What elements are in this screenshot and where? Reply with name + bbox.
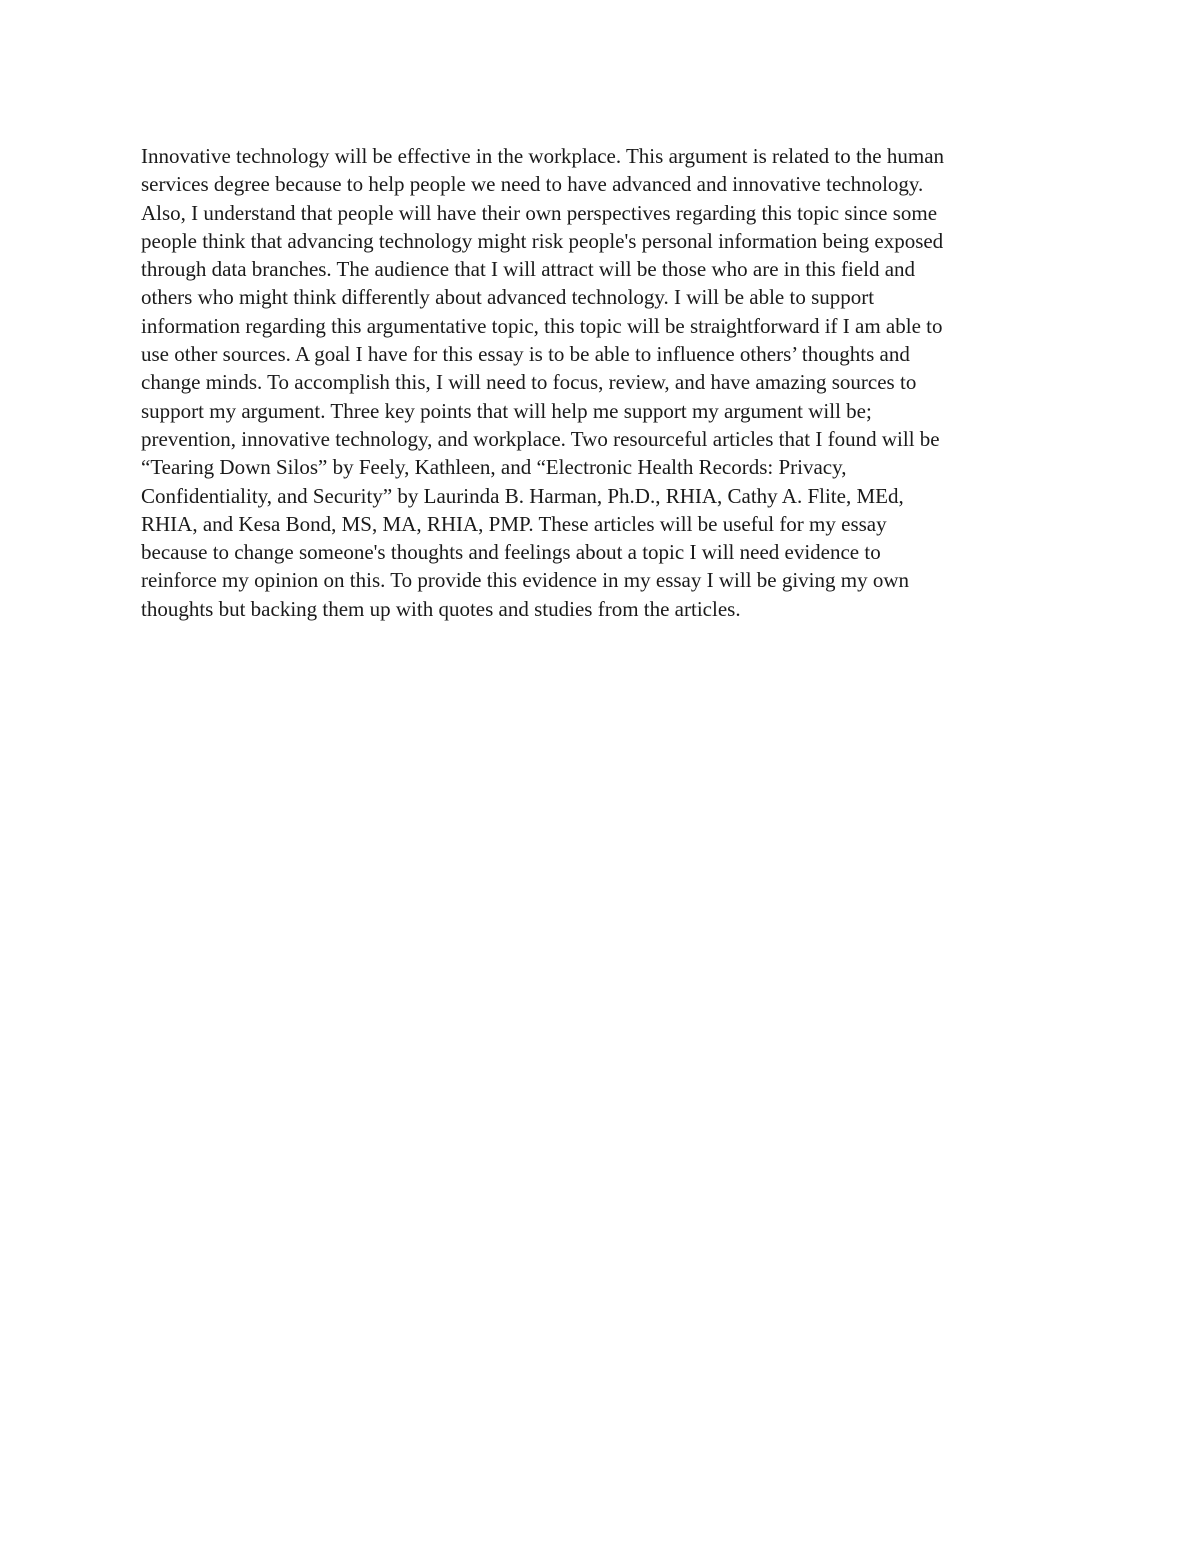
paragraph-line: services degree because to help people we need to have advanced and innovative technology. [141, 172, 924, 197]
paragraph-line: reinforce my opinion on this. To provide this evidence in my essay I will be giving my own [141, 568, 910, 593]
paragraph-line: people think that advancing technology might risk people's personal information being exposed [141, 228, 944, 253]
paragraph-line: Innovative technology will be effective in the workplace. This argument is related to the human [141, 144, 945, 168]
paragraph-line: because to change someone's thoughts and feelings about a topic I will need evidence to [141, 540, 881, 565]
paragraph-line: thoughts but backing them up with quotes and studies from the articles. [141, 596, 741, 621]
paragraph-line: support my argument. Three key points that will help me support my argument will be; [141, 398, 872, 423]
paragraph-line: change minds. To accomplish this, I will need to focus, review, and have amazing sources to [141, 370, 917, 395]
paragraph-line: Also, I understand that people will have their own perspectives regarding this topic since some [141, 200, 938, 225]
paragraph-line: others who might think differently about advanced technology. I will be able to support [141, 285, 875, 310]
paragraph-line: use other sources. A goal I have for this essay is to be able to influence others’ thoughts and [141, 342, 910, 367]
paragraph-line: RHIA, and Kesa Bond, MS, MA, RHIA, PMP. These articles will be useful for my essay [141, 511, 887, 536]
paragraph-line: “Tearing Down Silos” by Feely, Kathleen, and “Electronic Health Records: Privacy, [141, 455, 847, 480]
paragraph-line: information regarding this argumentative topic, this topic will be straightforward if I am able to [141, 313, 943, 338]
paragraph-line: through data branches. The audience that I will attract will be those who are in this field and [141, 257, 916, 282]
paragraph-line: prevention, innovative technology, and workplace. Two resourceful articles that I found will be [141, 426, 940, 451]
essay-paragraph [141, 142, 1071, 623]
paragraph-line: Confidentiality, and Security” by Laurinda B. Harman, Ph.D., RHIA, Cathy A. Flite, MEd, [141, 483, 904, 508]
